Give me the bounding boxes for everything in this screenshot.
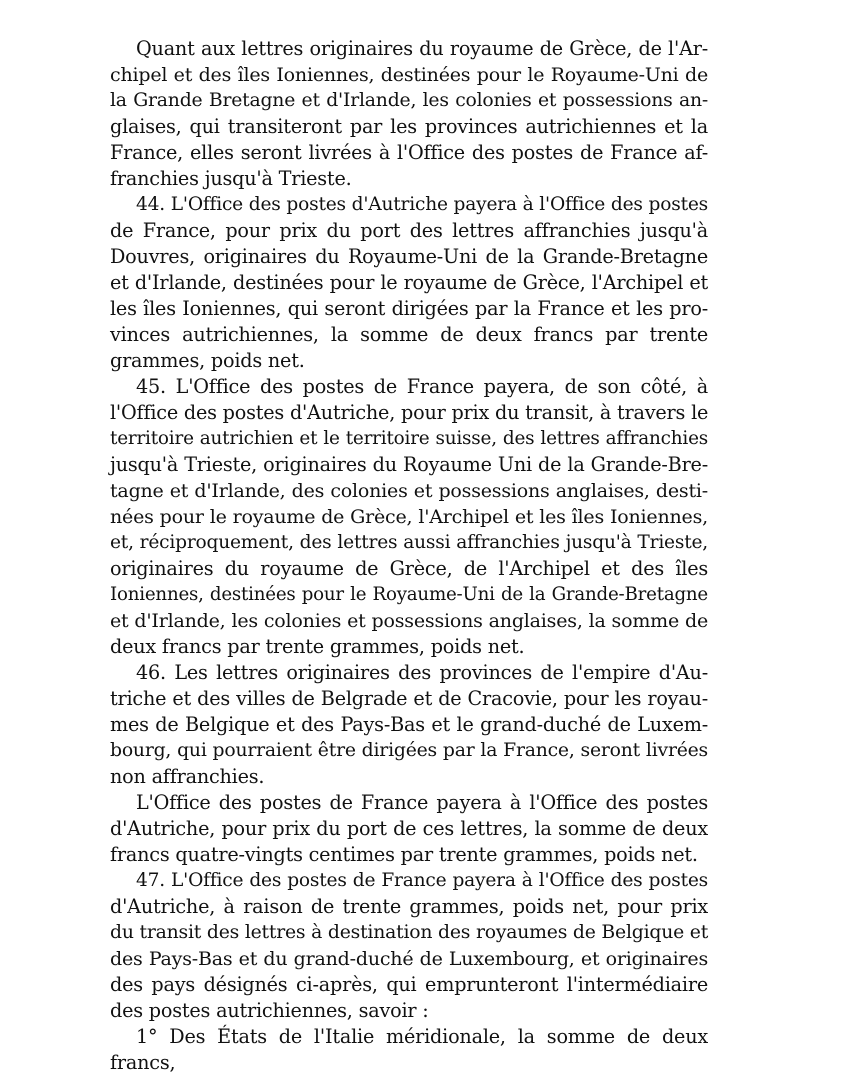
text-line: vinces autrichiennes, la somme de deux francs par trente — [110, 323, 708, 346]
text-line: d'Autriche, à raison de trente grammes, poids net, pour prix — [110, 895, 708, 918]
text-line: Douvres, originaires du Royaume-Uni de la Grande-Bretagne — [110, 245, 708, 268]
text-line: tagne et d'Irlande, des colonies et possessions anglaises, desti- — [110, 480, 708, 502]
paragraph-item-1 — [110, 1024, 708, 1076]
text-line: grammes, poids net. — [110, 349, 305, 372]
text-line: nées pour le royaume de Grèce, l'Archipel et les îles Ioniennes, — [110, 506, 708, 528]
document-page — [110, 36, 708, 1076]
text-line: 1° Des États de l'Italie méridionale, la somme de deux — [136, 1025, 708, 1048]
text-line: de France, pour prix du port des lettres affranchies jusqu'à — [110, 219, 708, 242]
text-line: et d'Irlande, destinées pour le royaume de Grèce, l'Archipel et — [110, 271, 708, 294]
text-line: deux francs par trente grammes, poids net. — [110, 635, 525, 658]
paragraph-article-46 — [110, 660, 708, 790]
text-line: et d'Irlande, les colonies et possessions anglaises, la somme de — [110, 610, 708, 632]
text-line: 45. L'Office des postes de France payera, de son côté, à — [136, 375, 708, 398]
text-line: du transit des lettres à destination des royaumes de Belgique et — [110, 922, 709, 943]
text-line: mes de Belgique et des Pays-Bas et le grand-duché de Luxem- — [110, 713, 708, 736]
text-line: des Pays-Bas et du grand-duché de Luxembourg, et originaires — [110, 948, 708, 970]
text-line: triche et des villes de Belgrade et de Cracovie, pour les royau- — [110, 687, 708, 710]
text-line: franchies jusqu'à Trieste. — [110, 167, 352, 190]
text-line: 46. Les lettres originaires des provinces de l'empire d'Au- — [136, 661, 708, 684]
text-line: des pays désignés ci-après, qui emprunteront l'intermédiaire — [110, 973, 708, 996]
text-line: la Grande Bretagne et d'Irlande, les colonies et possessions an- — [110, 90, 708, 111]
text-line: d'Autriche, pour prix du port de ces lettres, la somme de deux — [110, 817, 708, 840]
text-line: des postes autrichiennes, savoir : — [110, 999, 429, 1022]
paragraph-lettres-grece — [110, 36, 708, 192]
text-line: les îles Ioniennes, qui seront dirigées par la France et les pro- — [110, 297, 708, 320]
paragraph-article-47 — [110, 868, 708, 1024]
paragraph-article-44 — [110, 192, 708, 374]
text-line: et, réciproquement, des lettres aussi affranchies jusqu'à Trieste, — [110, 532, 708, 553]
text-line: France, elles seront livrées à l'Office des postes de France af- — [110, 141, 708, 164]
text-line: 47. L'Office des postes de France payera à l'Office des postes — [136, 870, 708, 891]
text-line: bourg, qui pourraient être dirigées par la France, seront livrées — [110, 740, 708, 761]
text-line: jusqu'à Trieste, originaires du Royaume Uni de la Grande-Bre- — [110, 453, 708, 476]
text-line: glaises, qui transiteront par les provinces autrichiennes et la — [110, 115, 708, 138]
paragraph-article-45 — [110, 374, 708, 660]
text-line: francs quatre-vingts centimes par trente grammes, poids net. — [110, 843, 698, 866]
text-line: francs, — [110, 1051, 176, 1074]
text-line: L'Office des postes de France payera à l'Office des postes — [136, 791, 708, 814]
text-line: 44. L'Office des postes d'Autriche payera à l'Office des postes — [136, 194, 708, 215]
text-line: territoire autrichien et le territoire suisse, des lettres affranchies — [110, 428, 708, 449]
text-line: l'Office des postes d'Autriche, pour prix du transit, à travers le — [110, 401, 709, 424]
text-line: originaires du royaume de Grèce, de l'Archipel et des îles — [110, 557, 708, 580]
text-line: chipel et des îles Ioniennes, destinées pour le Royaume-Uni de — [110, 64, 708, 86]
text-line: non affranchies. — [110, 765, 265, 788]
text-line: Quant aux lettres originaires du royaume de Grèce, de l'Ar- — [136, 37, 708, 60]
text-line: Ioniennes, destinées pour le Royaume-Uni de la Grande-Bretagne — [110, 584, 708, 605]
paragraph-office-france — [110, 790, 708, 868]
